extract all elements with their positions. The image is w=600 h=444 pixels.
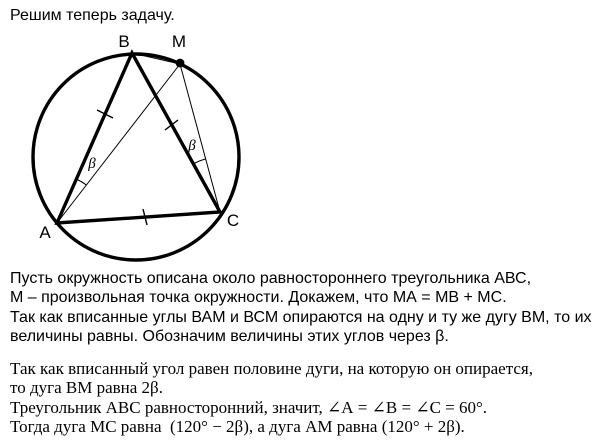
text-line-sans-3: Так как вписанные углы ВАМ и ВСМ опираются на одну и ту же дугу ВМ, то их bbox=[10, 308, 592, 326]
vertex-label-c: С bbox=[226, 211, 240, 230]
text-line-sans-1: Пусть окружность описана около равностороннего треугольника АВС, bbox=[10, 270, 532, 287]
point-m-dot bbox=[176, 59, 185, 68]
text-line-serif-2: то дуга ВМ равна 2β. bbox=[10, 378, 163, 398]
text-line-serif-3: Треугольник АВС равносторонний, значит, ∠А = ∠В = ∠С = 60°. bbox=[10, 397, 488, 417]
vertex-label-a: А bbox=[39, 223, 51, 242]
paragraph-sans bbox=[10, 269, 596, 346]
geometry-figure bbox=[0, 0, 262, 268]
beta-label-at-a: β bbox=[88, 156, 96, 172]
text-line-serif-4: Тогда дуга МС равна (120° − 2β), а дуга АМ равна (120° + 2β). bbox=[10, 417, 465, 437]
angle-arc-at-c bbox=[193, 159, 205, 164]
segment-mc bbox=[180, 64, 220, 212]
angle-arc-at-a bbox=[76, 179, 86, 185]
vertex-label-b: В bbox=[118, 32, 130, 51]
intro-text: Решим теперь задачу. bbox=[10, 7, 175, 24]
segment-am bbox=[57, 64, 180, 223]
text-line-sans-2: М – произвольная точка окружности. Докажем, что МА = МВ + МС. bbox=[10, 289, 507, 307]
vertex-label-m: М bbox=[171, 32, 187, 51]
beta-label-at-c: β bbox=[188, 138, 196, 154]
circumscribed-circle bbox=[33, 54, 239, 260]
text-line-serif-1: Так как вписанный угол равен половине дуги, на которую он опирается, bbox=[10, 359, 533, 378]
text-line-sans-4: величины равны. Обозначим величины этих углов через β. bbox=[10, 327, 449, 345]
paragraph-serif bbox=[10, 359, 596, 437]
